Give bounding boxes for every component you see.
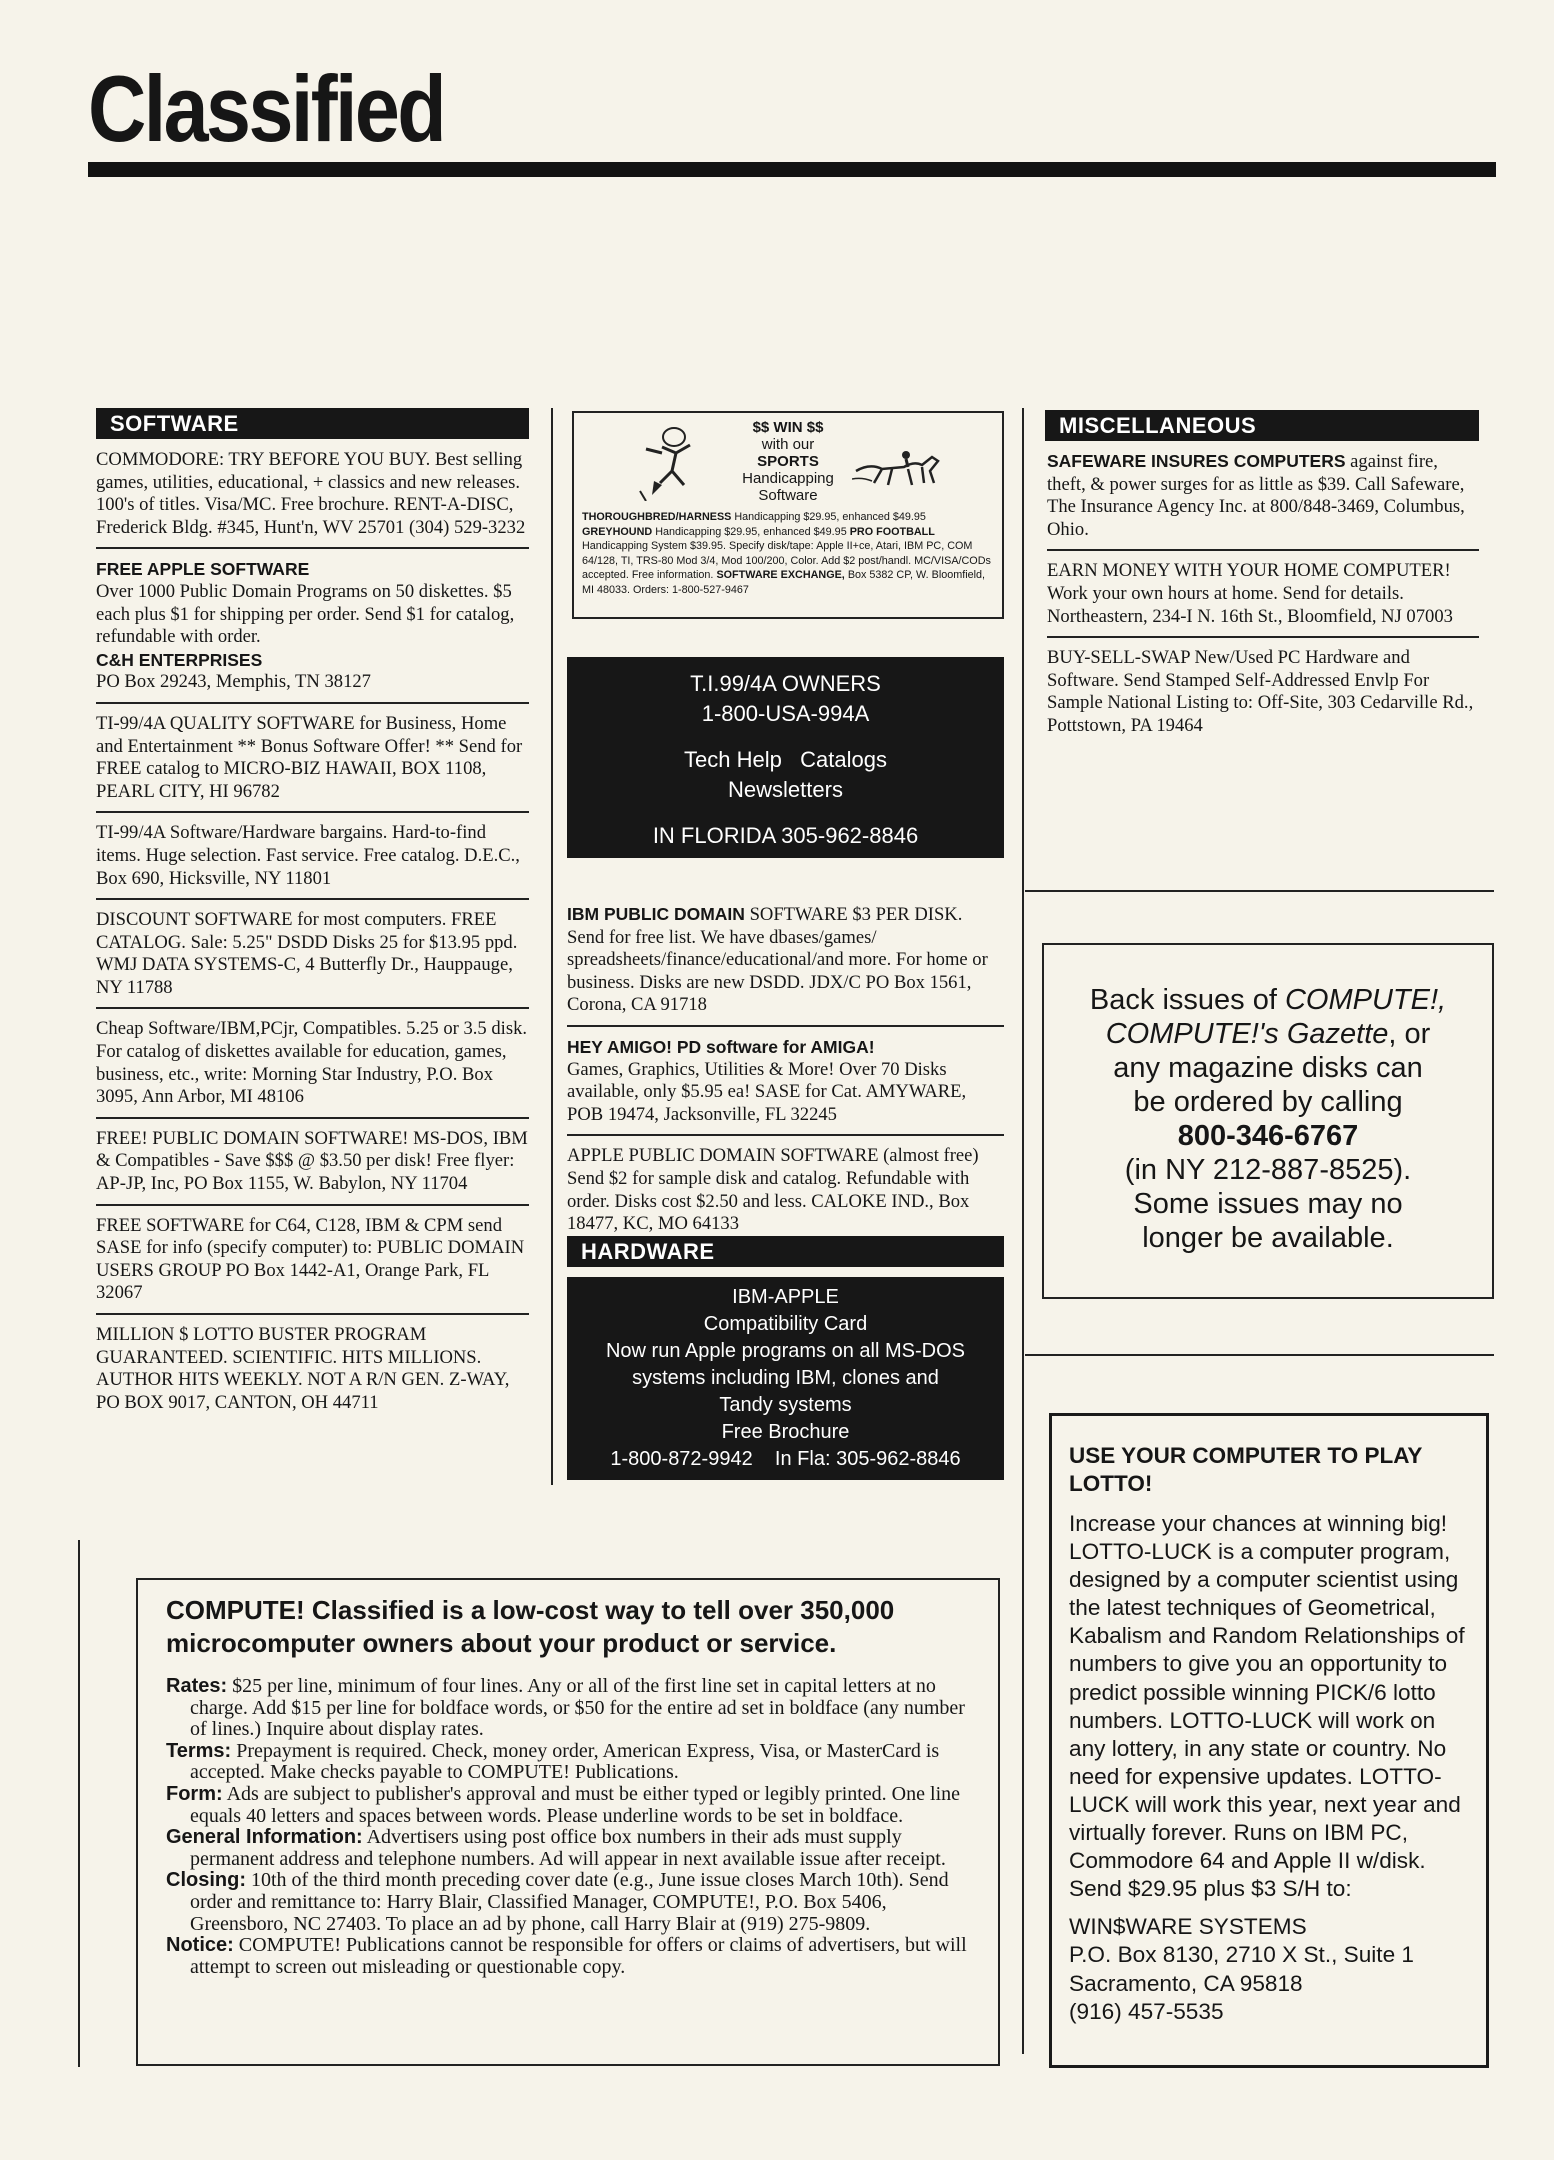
column-divider-2: [1022, 408, 1024, 2054]
lotto-phone: (916) 457-5535: [1069, 1998, 1224, 2024]
software-ad-2-address: PO Box 29243, Memphis, TN 38127: [96, 671, 371, 693]
rates-key: Rates:: [166, 1675, 228, 1697]
software-ad-2-body: Over 1000 Public Domain Programs on 50 diskettes. $5 each plus $1 for shipping per order. Send $1 for catalog, refundable with order.: [96, 580, 515, 648]
thoroughbred-label: THOROUGHBRED/HARNESS: [582, 511, 732, 523]
ibm-line7: 1-800-872-9942 In Fla: 305-962-8846: [610, 1448, 961, 1470]
ibm-line5: Tandy systems: [719, 1394, 852, 1416]
lotto-luck-ad: [1049, 1413, 1489, 2068]
back-line8: longer be available.: [1142, 1222, 1394, 1254]
sports-company: SOFTWARE EXCHANGE,: [716, 569, 845, 581]
software-ad-2-title: FREE APPLE SOFTWARE: [96, 559, 310, 580]
football-player-icon: [632, 423, 704, 501]
page-title: Classified: [88, 56, 445, 161]
sports-handicapping-ad: [572, 411, 1004, 619]
general-key: General Information:: [166, 1826, 363, 1849]
column-divider-1: [551, 408, 553, 1485]
col2-ads: [567, 903, 1004, 1236]
back-issues-ad: [1042, 943, 1494, 1299]
notice-key: Notice:: [166, 1934, 234, 1957]
apple-pd-body: APPLE PUBLIC DOMAIN SOFTWARE (almost free) Send $2 for sample disk and catalog. Refundable with order. Disks cost $2.50 and less. CALOKE IND., Box 18477, KC, MO 64133: [567, 1145, 979, 1235]
back-line1a: Back issues of: [1089, 984, 1285, 1016]
sports-details: [574, 504, 1002, 597]
software-ad-9: MILLION $ LOTTO BUSTER PROGRAM GUARANTEED. SCIENTIFIC. HITS MILLIONS. AUTHOR HITS WEEKLY. NOT A R/N GEN. Z-WAY, PO BOX 9017, CANTON, OH 44711: [96, 1324, 510, 1413]
ti-line1: T.I.99/4A OWNERS: [690, 671, 881, 696]
ti-line4: Newsletters: [728, 777, 843, 802]
ibm-line3: Now run Apple programs on all MS-DOS: [605, 1340, 966, 1362]
safeware-body: against fire, theft, & power surges for as little as $39. Call Safeware, The Insurance Agency Inc. at 800/848-3469, Columbus, Ohio.: [1047, 451, 1465, 540]
compute-classified-info: [136, 1578, 1000, 2066]
cc-heading: COMPUTE! Classified is a low-cost way to tell over 350,000 microcomputer owners about your product or service.: [166, 1595, 895, 1658]
notice-text: COMPUTE! Publications cannot be responsible for offers or claims of advertisers, but will attempt to screen out misleading or questionable copy.: [190, 1934, 967, 1978]
ibm-line6: Free Brochure: [721, 1421, 850, 1443]
ibm-line2: Compatibility Card: [703, 1313, 868, 1335]
safeware-title: SAFEWARE INSURES COMPUTERS: [1047, 451, 1346, 471]
ibm-line4: systems including IBM, clones and: [632, 1367, 939, 1389]
amiga-title: HEY AMIGO! PD software for AMIGA!: [567, 1036, 875, 1057]
closing-key: Closing:: [166, 1869, 246, 1892]
greyhound-text: Handicapping $29.95, enhanced $49.95: [655, 525, 847, 538]
software-ad-8: FREE SOFTWARE for C64, C128, IBM & CPM send SASE for info (specify computer) to: PUBLIC DOMAIN USERS GROUP PO Box 1442-A1, Orange Park, FL 32067: [96, 1214, 525, 1304]
lotto-addr1: P.O. Box 8130, 2710 X St., Suite 1: [1069, 1942, 1414, 1968]
racehorse-icon: [852, 443, 952, 493]
buy-sell-swap-ad: BUY-SELL-SWAP New/Used PC Hardware and Software. Send Stamped Self-Addressed Envlp For Sample National Listing to: Off-Site, 303 Cedarville Rd., Pottstown, PA 19464: [1047, 647, 1474, 736]
misc-bottom-rule: [1025, 890, 1494, 892]
software-ad-1: COMMODORE: TRY BEFORE YOU BUY. Best selling games, utilities, educational, + classics and new releases. 100's of titles. Visa/MC. Free brochure. RENT-A-DISC, Frederick Bldg. #345, Hunt'n, WV 25701 (304) 529-3232: [96, 449, 526, 538]
ibm-pd-title-rest: SOFTWARE $3 PER DISK.: [749, 904, 963, 925]
terms-text: Prepayment is required. Check, money order, American Express, Visa, or MasterCard is accepted. Make checks payable to COMPUTE! Publications.: [190, 1739, 940, 1784]
rates-text: $25 per line, minimum of four lines. Any or all of the first line set in capital letters at no charge. Add $15 per line for boldface words, or $50 for the entire ad set in boldface (any number of lines.) Inquire about display rates.: [190, 1675, 965, 1741]
back-line6: (in NY 212-887-8525).: [1124, 1154, 1412, 1186]
form-text: Ads are subject to publisher's approval and must be either typed or legibly printed. One line equals 40 letters and spaces between words. Please underline words to be set in boldface.: [190, 1782, 960, 1827]
ibm-apple-card-ad: [567, 1277, 1004, 1480]
sports-headline: $$ WIN $$: [752, 419, 824, 436]
back-line3: any magazine disks can: [1113, 1052, 1423, 1084]
sports-sub4: Software: [758, 487, 818, 504]
software-ad-3: TI-99/4A QUALITY SOFTWARE for Business, Home and Entertainment ** Bonus Software Offer! ** Send for FREE catalog to MICRO-BIZ HAWAII, BOX 1108, PEARL CITY, HI 96782: [96, 712, 523, 802]
back-phone: 800-346-6767: [1177, 1120, 1359, 1152]
sports-address: Box 5382 CP, W. Bloomfield, MI 48033. Orders: 1-800-527-9467: [582, 569, 986, 596]
sports-sub2: SPORTS: [757, 453, 819, 470]
lotto-addr2: Sacramento, CA 95818: [1069, 1970, 1303, 1996]
software-ad-2-company: C&H ENTERPRISES: [96, 649, 263, 670]
football-label: PRO FOOTBALL: [849, 525, 935, 538]
football-text: Handicapping System $39.95. Specify disk/tape: Apple II+ce, Atari, IBM PC, COM 64/128, TI, TRS-80 Mod 3/4, Mod 100/200, Color. Add $2 post/handl. MC/VISA/CODs accepted. Free information.: [582, 540, 991, 581]
ti-owners-ad: [567, 657, 1004, 858]
lotto-company: WIN$WARE SYSTEMS: [1069, 1914, 1307, 1940]
back-line4: be ordered by calling: [1133, 1086, 1403, 1118]
general-text: Advertisers using post office box numbers in their ads must supply permanent address and telephone numbers. Ad will appear in next available issue after receipt.: [190, 1826, 946, 1870]
ibm-pd-body: Send for free list. We have dbases/games/ spreadsheets/finance/educational/and more. For home or business. Disks are new DSDD. JDX/C PO Box 1561, Corona, CA 91718: [567, 926, 988, 1016]
software-column: [96, 408, 529, 1414]
lotto-heading: USE YOUR COMPUTER TO PLAY LOTTO!: [1069, 1443, 1422, 1496]
amiga-body: Games, Graphics, Utilities & More! Over 70 Disks available, only $5.95 ea! SASE for Cat. AMYWARE, POB 19474, Jacksonville, FL 32245: [567, 1058, 967, 1125]
ibm-pd-title: IBM PUBLIC DOMAIN: [567, 904, 745, 924]
back-issues-bottom-rule: [1025, 1354, 1494, 1356]
software-ad-4: TI-99/4A Software/Hardware bargains. Hard-to-find items. Huge selection. Fast service. Free catalog. D.E.C., Box 690, Hicksville, NY 11801: [96, 822, 520, 889]
back-line1b: COMPUTE!,: [1284, 984, 1447, 1016]
hardware-heading: HARDWARE: [567, 1236, 1004, 1267]
ibm-line1: IBM-APPLE: [732, 1286, 839, 1308]
earn-money-ad: EARN MONEY WITH YOUR HOME COMPUTER! Work your own hours at home. Send for details. Northeastern, 234-I N. 16th St., Bloomfield, NJ 07003: [1047, 560, 1453, 627]
closing-text: 10th of the third month preceding cover date (e.g., June issue closes March 10th). Send order and remittance to: Harry Blair, Classified Manager, COMPUTE!, P.O. Box 5406, Greensboro, NC 27403. To place an ad by phone, call Harry Blair at (919) 275-9809.: [190, 1869, 949, 1935]
misc-column: [1045, 410, 1479, 738]
sports-sub3: Handicapping: [742, 470, 834, 487]
software-ad-7: FREE! PUBLIC DOMAIN SOFTWARE! MS-DOS, IBM & Compatibles - Save $$$ @ $3.50 per disk! Free flyer: AP-JP, Inc, PO Box 1155, W. Babylon, NY 11704: [96, 1127, 528, 1195]
ti-line2: 1-800-USA-994A: [701, 701, 870, 726]
title-rule: [88, 162, 1496, 177]
greyhound-label: GREYHOUND: [582, 525, 653, 538]
thoroughbred-text: Handicapping $29.95, enhanced $49.95: [734, 511, 926, 523]
form-key: Form:: [166, 1782, 223, 1805]
bottom-left-divider: [78, 1540, 80, 2067]
misc-heading: MISCELLANEOUS: [1045, 410, 1479, 441]
back-line2b: , or: [1388, 1018, 1431, 1050]
software-heading: SOFTWARE: [96, 408, 529, 439]
sports-sub1: with our: [761, 436, 815, 453]
terms-key: Terms:: [166, 1739, 232, 1762]
back-line2a: COMPUTE!'s Gazette: [1105, 1018, 1389, 1050]
back-line7: Some issues may no: [1133, 1188, 1403, 1220]
software-ad-5: DISCOUNT SOFTWARE for most computers. FREE CATALOG. Sale: 5.25" DSDD Disks 25 for $13.95 ppd. WMJ DATA SYSTEMS-C, 4 Butterfly Dr., Hauppauge, NY 11788: [96, 909, 518, 998]
ti-line5: IN FLORIDA 305-962-8846: [652, 823, 919, 848]
lotto-body: Increase your chances at winning big! LOTTO-LUCK is a computer program, designed by a computer scientist using the latest techniques of Geometrical, Kabalism and Random Relationships of numbers to give you an opportunity to predict possible winning PICK/6 lotto numbers. LOTTO-LUCK will work on any lottery, in any state or country. No need for expensive updates. LOTTO-LUCK will work this year, next year and virtually forever. Runs on IBM PC, Commodore 64 and Apple II w/disk. Send $29.95 plus $3 S/H to:: [1069, 1511, 1465, 1902]
software-ad-6: Cheap Software/IBM,PCjr, Compatibles. 5.25 or 3.5 disk. For catalog of diskettes available for education, games, business, etc., write: Morning Star Industry, P.O. Box 3095, Ann Arbor, MI 48106: [96, 1018, 528, 1108]
ti-line3: Tech Help Catalogs: [684, 747, 887, 772]
